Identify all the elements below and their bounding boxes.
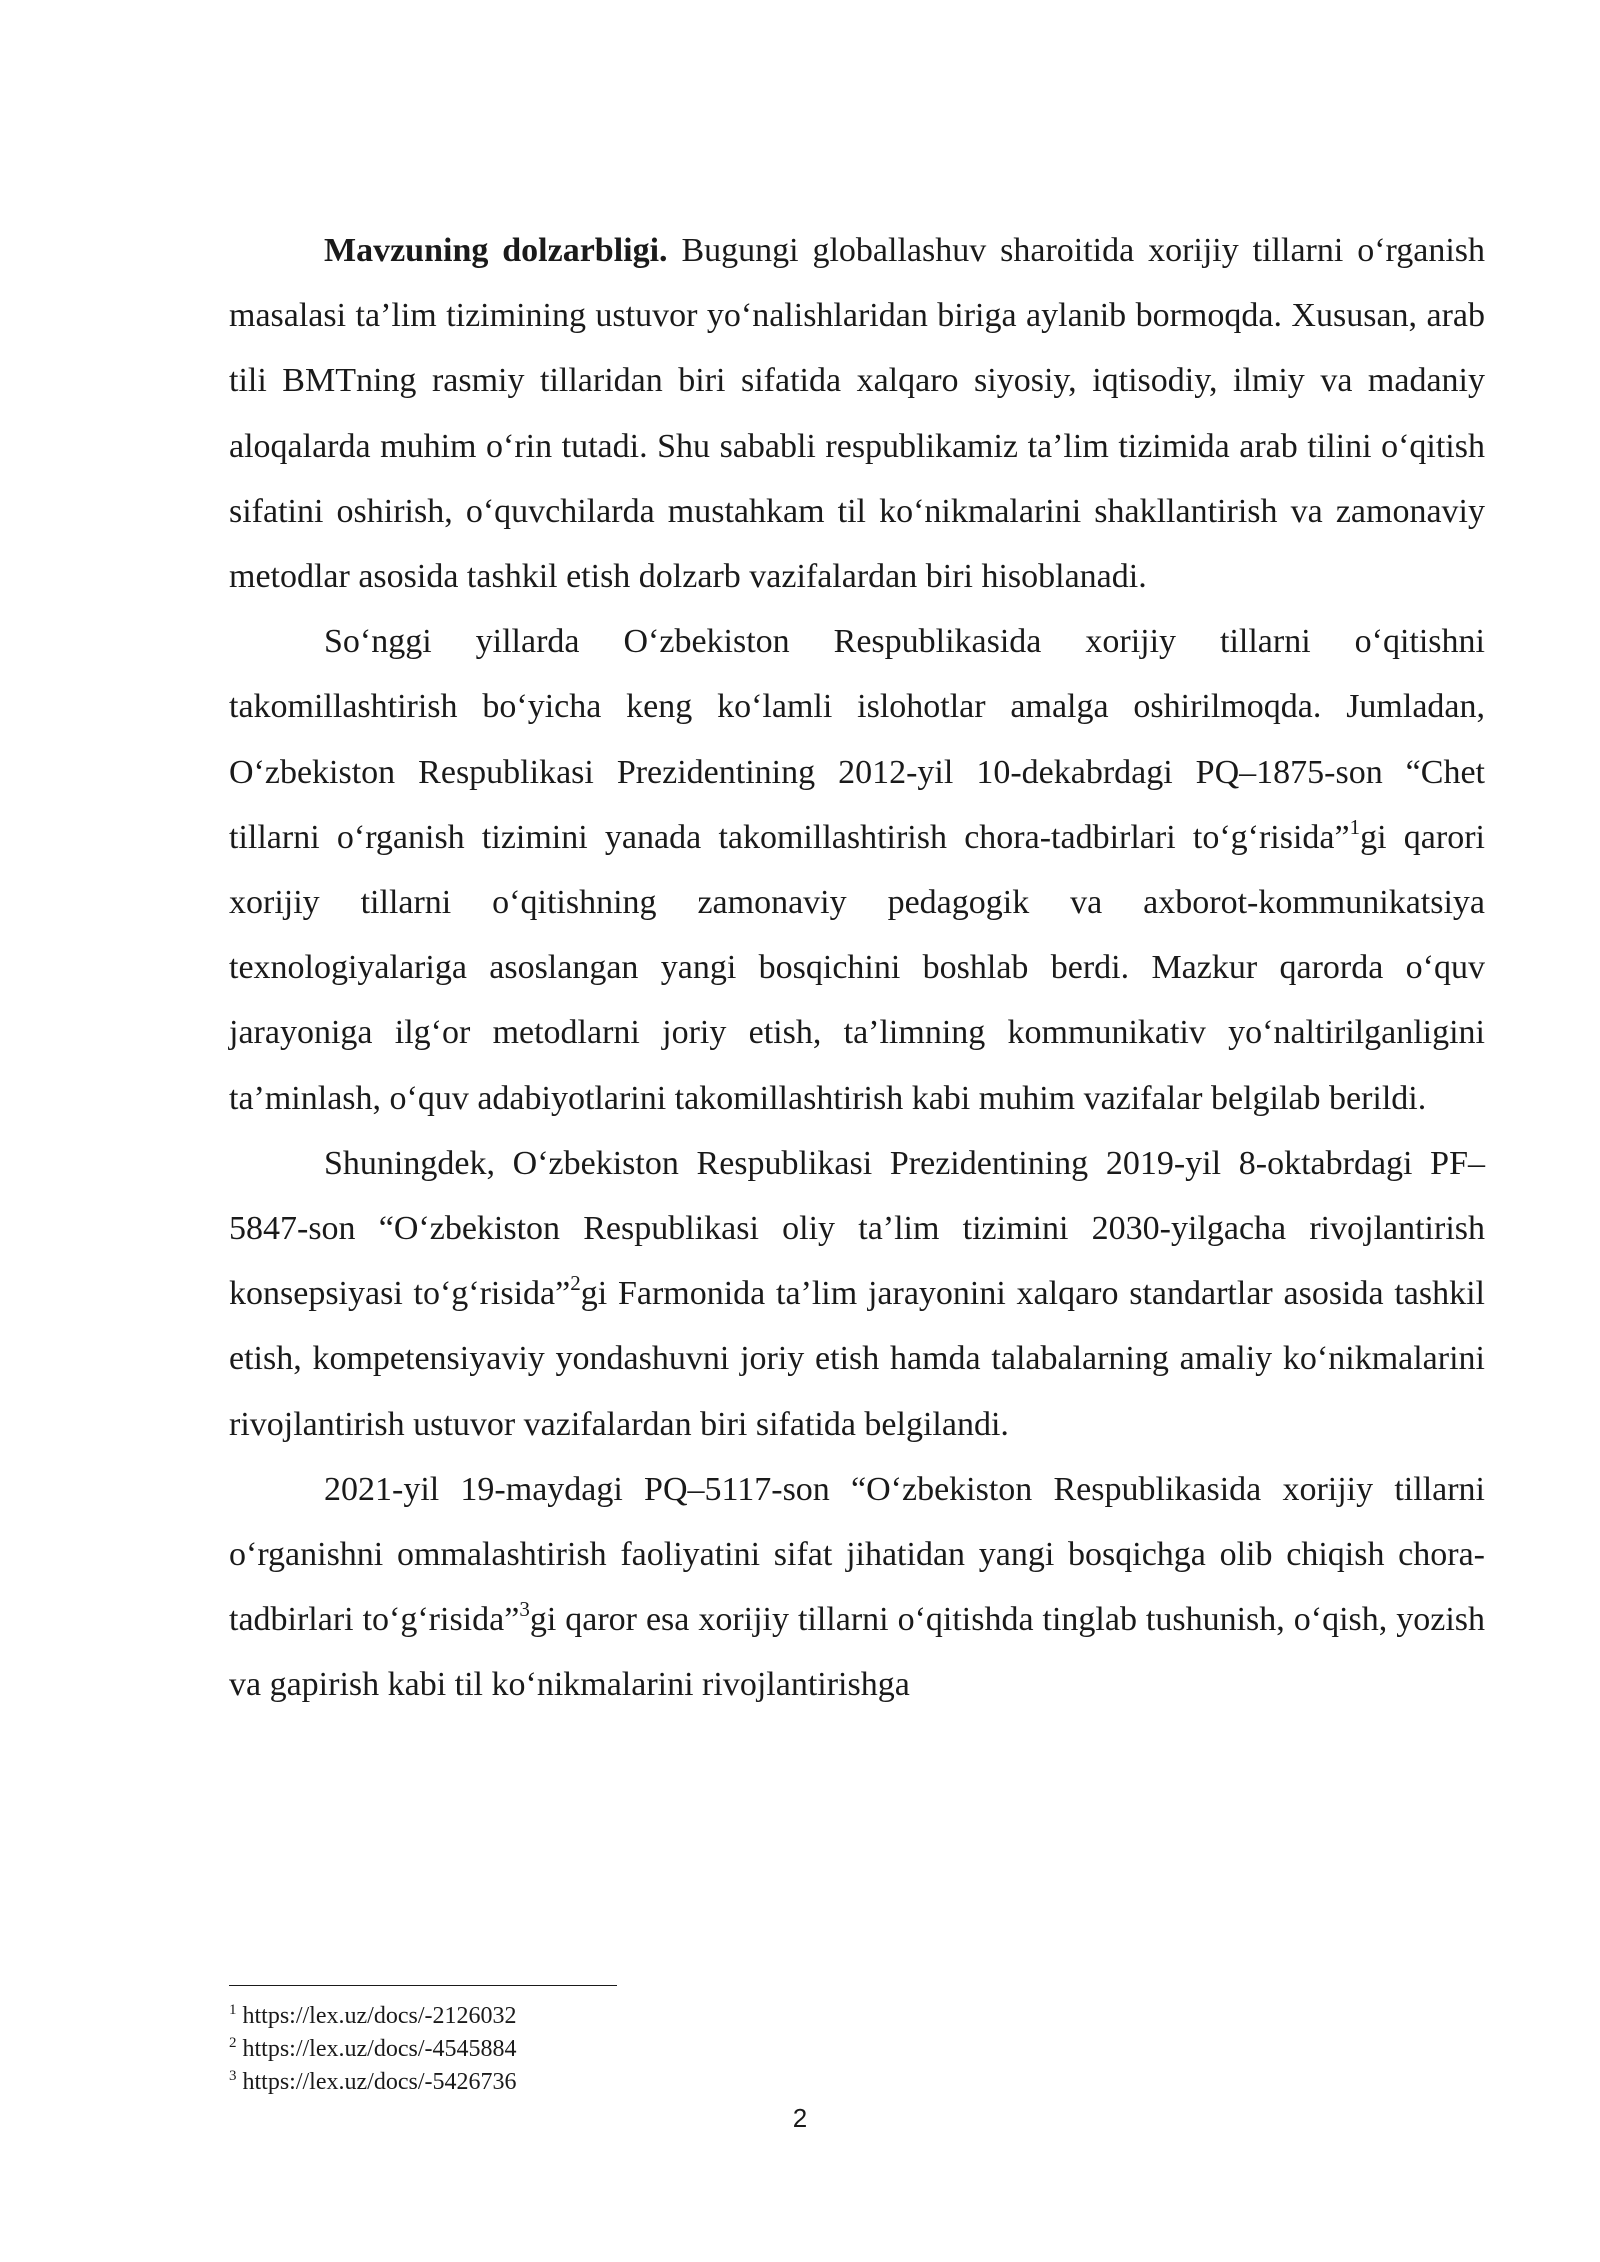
footnote-link[interactable]: https://lex.uz/docs/-4545884 xyxy=(236,2036,517,2062)
document-body xyxy=(229,218,1485,1718)
paragraph-text: Shuningdek, O‘zbekiston Respublikasi Prezidentining 2019-yil 8-oktabrdagi PF–5847-son “O‘zbekiston Respublikasi oliy ta’lim tizimini 2030-yilgacha rivojlantirish konsepsiyasi to‘g‘risida” xyxy=(229,1144,1485,1313)
footnote-ref-1[interactable]: 1 xyxy=(1349,814,1361,839)
footnote-item xyxy=(229,2066,1129,2099)
page-number: 2 xyxy=(792,2103,808,2133)
footnote-number: 2 xyxy=(229,2035,237,2051)
paragraph-text: 2021-yil 19-maydagi PQ–5117-son “O‘zbekiston Respublikasida xorijiy tillarni o‘rganishni ommalashtirish faoliyatini sifat jihatidan yangi bosqichga olib chiqish chora-tadbirlari to‘g‘risida” xyxy=(229,1470,1485,1639)
footnote-separator xyxy=(229,1985,617,1986)
footnote-item xyxy=(229,2033,1129,2066)
footnote-ref-2[interactable]: 2 xyxy=(570,1271,581,1296)
paragraph-text: gi Farmonida ta’lim jarayonini xalqaro standartlar asosida tashkil etish, kompetensiyaviy yondashuvni joriy etish hamda talabalarning amaliy ko‘nikmalarini rivojlantirish ustuvor vazifalardan biri sifatida belgilandi. xyxy=(229,1275,1485,1443)
paragraph-reforms xyxy=(229,609,1485,1131)
paragraph-lead-heading: Mavzuning dolzarbligi. xyxy=(324,232,668,269)
footnote-number: 3 xyxy=(229,2068,237,2084)
footnote-link[interactable]: https://lex.uz/docs/-2126032 xyxy=(236,2003,517,2029)
paragraph-decree-2019 xyxy=(229,1131,1485,1457)
paragraph-text: gi qarori xorijiy tillarni o‘qitishning zamonaviy pedagogik va axborot-kommunikatsiya texnologiyalariga asoslangan yangi bosqichini boshlab berdi. Mazkur qarorda o‘quv jarayoniga ilg‘or metodlarni joriy etish, ta’limning kommunikativ yo‘naltirilganligini ta’minlash, o‘quv adabiyotlarini takomillashtirish kabi muhim vazifalar belgilab berildi. xyxy=(229,818,1485,1117)
paragraph-text: So‘nggi yillarda O‘zbekiston Respublikasida xorijiy tillarni o‘qitishni takomillashtirish bo‘yicha keng ko‘lamli islohotlar amalga oshirilmoqda. Jumladan, O‘zbekiston Respublikasi Prezidentining 2012-yil 10-dekabrdagi PQ–1875-son “Chet tillarni o‘rganish tizimini yanada takomillashtirish chora-tadbirlari to‘g‘risida” xyxy=(229,623,1485,856)
footnote-ref-3[interactable]: 3 xyxy=(519,1597,530,1622)
footnote-number: 1 xyxy=(229,2002,237,2018)
paragraph-relevance xyxy=(229,218,1485,609)
paragraph-text: Bugungi globallashuv sharoitida xorijiy tillarni o‘rganish masalasi ta’lim tizimining ustuvor yo‘nalishlaridan biriga aylanib bormoqda. Xususan, arab tili BMTning rasmiy tillaridan biri sifatida xalqaro siyosiy, iqtisodiy, ilmiy va madaniy aloqalarda muhim o‘rin tutadi. Shu sababli respublikamiz ta’lim tizimida arab tilini o‘qitish sifatini oshirish, o‘quvchilarda mustahkam til ko‘nikmalarini shakllantirish va zamonaviy metodlar asosida tashkil etish dolzarb vazifalardan biri hisoblanadi. xyxy=(229,232,1485,596)
footnotes xyxy=(229,2000,1129,2099)
paragraph-text: gi qaror esa xorijiy tillarni o‘qitishda tinglab tushunish, o‘qish, yozish va gapirish kabi til ko‘nikmalarini rivojlantirishga xyxy=(229,1601,1485,1704)
footnote-link[interactable]: https://lex.uz/docs/-5426736 xyxy=(236,2069,517,2095)
paragraph-resolution-2021 xyxy=(229,1457,1485,1718)
footnote-item xyxy=(229,2000,1129,2033)
